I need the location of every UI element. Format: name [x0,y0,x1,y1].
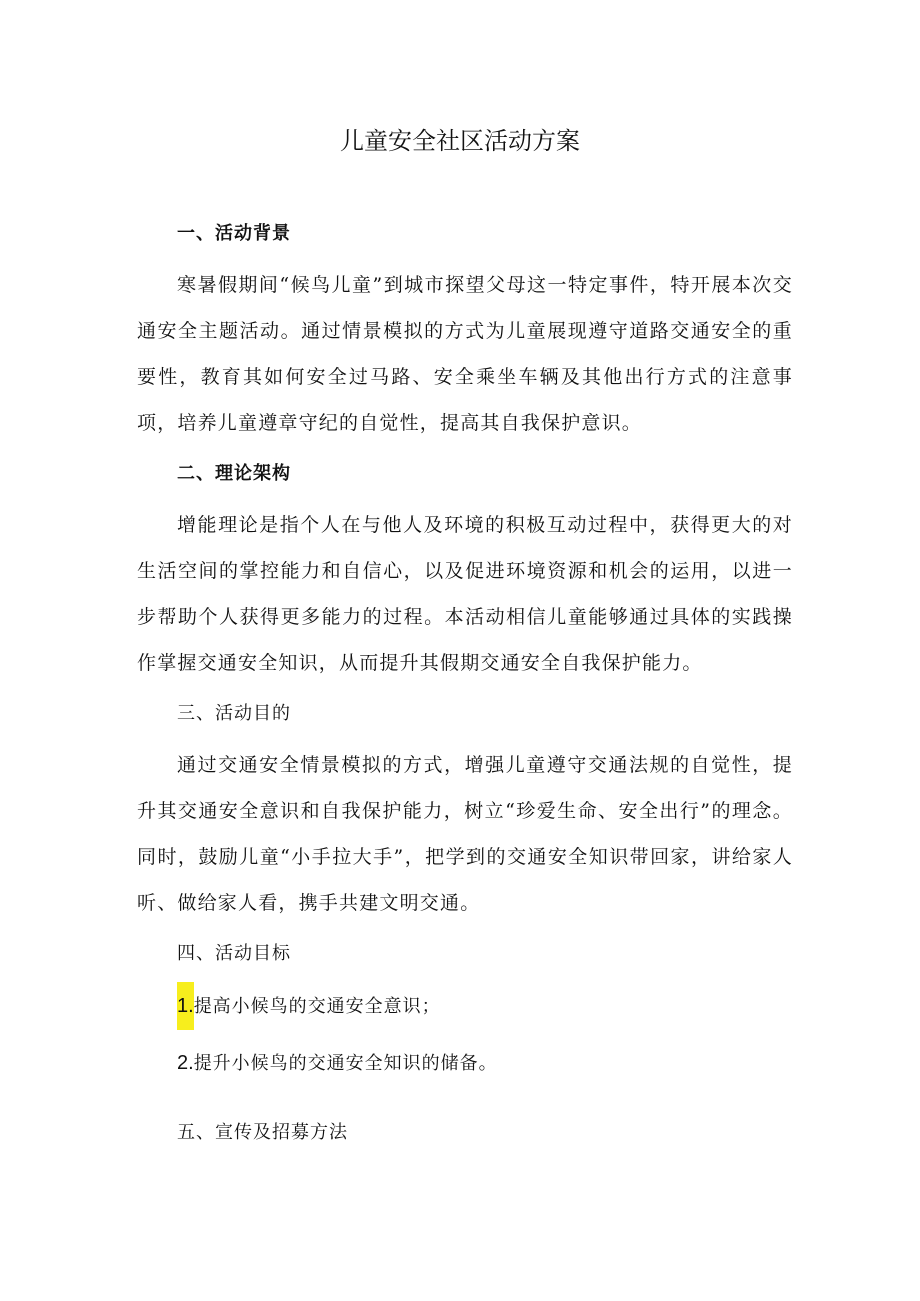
section-heading-background: 一、活动背景 [177,223,291,244]
section-paragraph-theory: 增能理论是指个人在与他人及环境的积极互动过程中，获得更大的对生活空间的掌控能力和自信心，以及促进环境资源和机会的运用，以进一步帮助个人获得更多能力的过程。本活动相信儿童能够通过具体的实践操作掌握交通安全知识，从而提升其假期交通安全自我保护能力。 [137,514,793,674]
section-paragraph-background: 寒暑假期间“候鸟儿童”到城市探望父母这一特定事件，特开展本次交通安全主题活动。通过情景模拟的方式为儿童展现遵守道路交通安全的重要性，教育其如何安全过马路、安全乘坐车辆及其他出行方式的注意事项，培养儿童遵章守纪的自觉性，提高其自我保护意识。 [137,274,793,434]
section-heading-theory: 二、理论架构 [177,463,291,484]
section-heading-goals: 四、活动目标 [177,943,291,964]
document-title: 儿童安全社区活动方案 [340,127,580,155]
document-body [137,216,793,1151]
goal-item-number-highlighted: 1. [177,982,194,1030]
goal-item-text: 提升小候鸟的交通安全知识的储备。 [193,1053,498,1074]
goal-item-text: 提高小候鸟的交通安全意识； [193,996,441,1017]
section-paragraph-purpose: 通过交通安全情景模拟的方式，增强儿童遵守交通法规的自觉性，提升其交通安全意识和自我保护能力，树立“珍爱生命、安全出行”的理念。同时，鼓励儿童“小手拉大手”，把学到的交通安全知识带回家，讲给家人听、做给家人看，携手共建文明交通。 [137,754,793,914]
goal-item-number: 2. [177,1052,194,1074]
section-heading-purpose: 三、活动目的 [177,703,291,724]
goal-item [137,982,793,1030]
goal-item [137,1040,793,1087]
section-heading-promotion: 五、宣传及招募方法 [177,1122,348,1143]
